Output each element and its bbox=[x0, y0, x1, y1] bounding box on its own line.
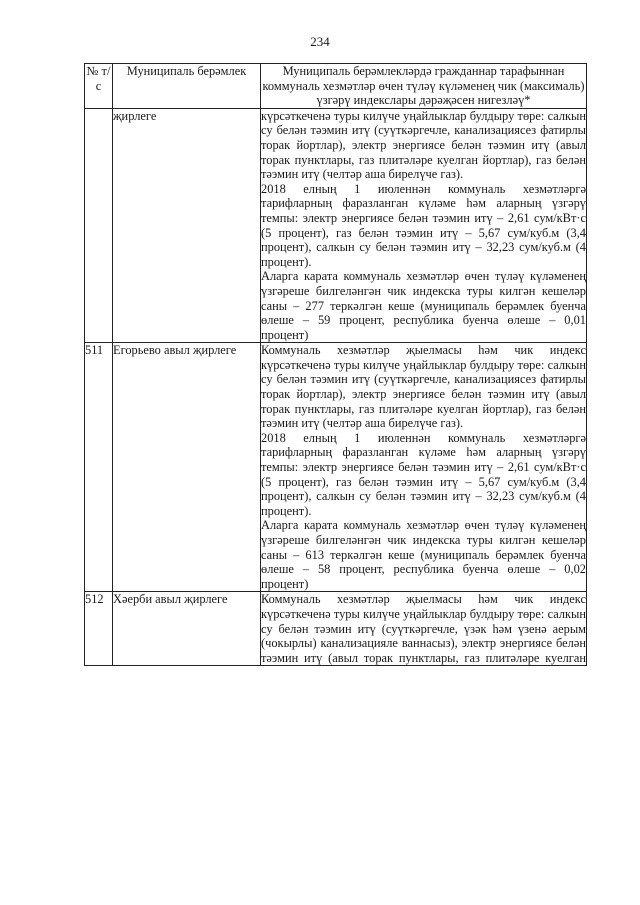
table-header-row bbox=[85, 64, 587, 109]
row-num bbox=[85, 108, 113, 343]
row-description bbox=[261, 343, 587, 592]
table-row bbox=[85, 592, 587, 666]
paragraph: Аларга карата коммуналь хезмәтләр өчен түләү күләменең үзгәреше билгеләнгән чик индекска туры килгән кешеләр саны – 277 теркәлгән кеше (муниципаль берәмлек буенча өлеше – 59 процент, республика буенча өлеше – 0,01 процент) bbox=[261, 269, 586, 342]
row-num: 511 bbox=[85, 343, 113, 592]
row-num: 512 bbox=[85, 592, 113, 666]
header-description: Муниципаль берәмлекләрдә гражданнар тарафыннан коммуналь хезмәтләр өчен түләү күләменең чик (максималь) үзгәрү индекслары дәрәҗәсен нигезләү* bbox=[261, 64, 587, 109]
row-municipality: Хәерби авыл җирлеге bbox=[113, 592, 261, 666]
page-number: 234 bbox=[310, 34, 330, 49]
paragraph: Коммуналь хезмәтләр җыелмасы һәм чик индекс күрсәткеченә туры килүче уңайлыклар булдыру төре: салкын су белән тәэмин итү (суүткәргечле, канализациясез фатирлы торак йортлар), электр энергиясе белән тәэмин итү (авыл торак пунктлары, газ плитәләре куелган йортлар), газ белән тәэмин итү (челтәр аша бирелүче газ). bbox=[261, 343, 586, 431]
table-row bbox=[85, 343, 587, 592]
paragraph: Коммуналь хезмәтләр җыелмасы һәм чик индекс күрсәткеченә туры килүче уңайлыклар булдыру төре: салкын су белән тәэмин итү (суүткәргечле, үзәк һәм үзенә аерым (чокырлы) канализацияле ваннасыз), электр энергиясе белән тәэмин итү (авыл торак пунктлары, газ плитәләре куелган bbox=[261, 592, 586, 665]
paragraph: күрсәткеченә туры килүче уңайлыклар булдыру төре: салкын су белән тәэмин итү (суүткәргечле, канализациясез фатирлы торак йортлар), электр энергиясе белән тәэмин итү (авыл торак пунктлары, газ плитәләре куелган йортлар), газ белән тәэмин итү (челтәр аша бирелүче газ). bbox=[261, 108, 586, 182]
tariff-table bbox=[84, 63, 587, 666]
paragraph: 2018 елның 1 июленнән коммуналь хезмәтләргә тарифларның фаразланган күләме һәм аларның үзгәрү темпы: электр энергиясе белән тәэмин итү – 2,61 сум/кВт·с (5 процент), газ белән тәэмин итү – 5,67 сум/куб.м (3,4 процент), салкын су белән тәэмин итү – 32,23 сум/куб.м (4 процент). bbox=[261, 430, 586, 518]
table-row bbox=[85, 108, 587, 343]
header-num: № т/с bbox=[85, 64, 113, 109]
row-municipality: җирлеге bbox=[113, 108, 261, 343]
row-description bbox=[261, 592, 587, 666]
paragraph: Аларга карата коммуналь хезмәтләр өчен түләү күләменең үзгәреше билгеләнгән чик индекска туры килгән кешеләр саны – 613 теркәлгән кеше (муниципаль берәмлек буенча өлеше – 58 процент, республика буенча өлеше – 0,02 процент) bbox=[261, 518, 586, 591]
paragraph: 2018 елның 1 июленнән коммуналь хезмәтләргә тарифларның фаразланган күләме һәм аларның үзгәрү темпы: электр энергиясе белән тәэмин итү – 2,61 сум/кВт·с (5 процент), газ белән тәэмин итү – 5,67 сум/куб.м (3,4 процент), салкын су белән тәэмин итү – 32,23 сум/куб.м (4 процент). bbox=[261, 181, 586, 269]
row-municipality: Егорьево авыл җирлеге bbox=[113, 343, 261, 592]
row-description bbox=[261, 108, 587, 343]
header-municipality: Муниципаль берәмлек bbox=[113, 64, 261, 109]
